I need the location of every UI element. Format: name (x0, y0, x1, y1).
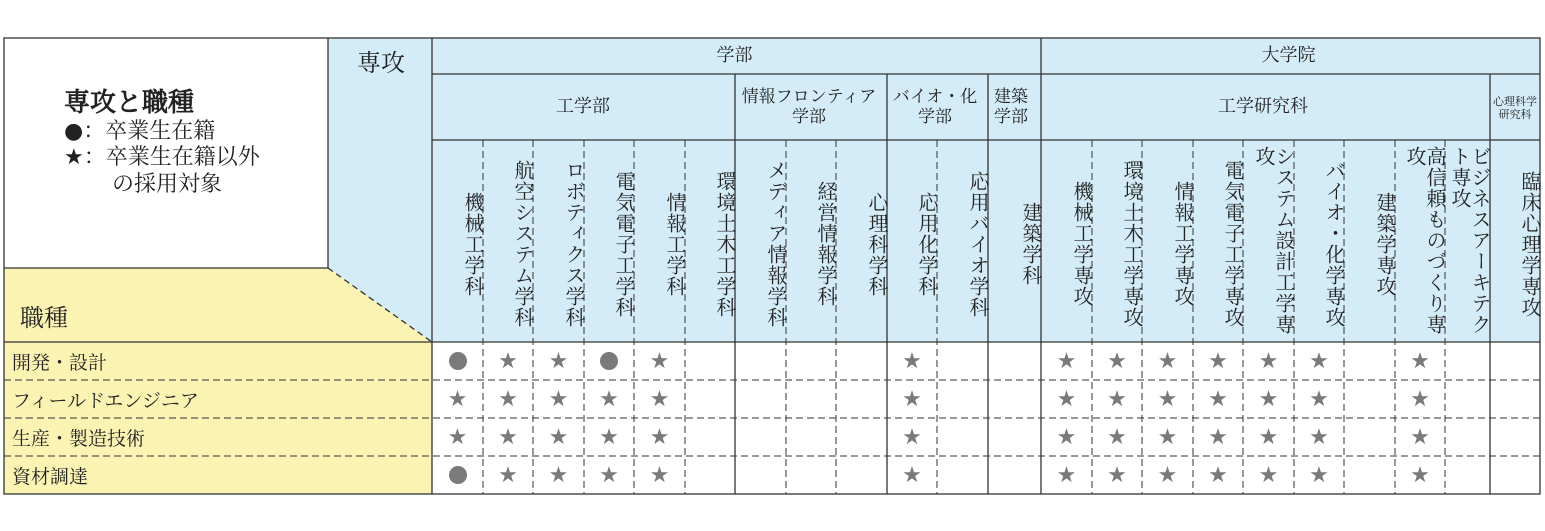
star-mark: ★ (1107, 424, 1127, 450)
star-mark: ★ (1208, 348, 1228, 374)
column-header: 応用化学科 (915, 191, 939, 297)
star-mark: ★ (1056, 462, 1077, 488)
star-mark: ★ (1056, 348, 1077, 374)
job-label: 職種 (20, 304, 68, 332)
star-mark: ★ (902, 462, 922, 488)
column-header: 経営情報学科 (814, 181, 838, 307)
star-mark: ★ (498, 348, 518, 374)
star-mark: ★ (1157, 348, 1178, 374)
legend-box (64, 82, 324, 232)
star-mark: ★ (1258, 348, 1279, 374)
group-grad: 大学院 (1261, 45, 1316, 67)
star-mark: ★ (1258, 424, 1279, 450)
column-header: 電気電子工学専攻 (1221, 160, 1245, 328)
star-mark: ★ (1309, 386, 1329, 412)
star-mark: ★ (1157, 424, 1178, 450)
circle-mark-dot (449, 466, 467, 484)
column-header: 心理科学科 (865, 191, 889, 297)
circle-mark (432, 456, 483, 494)
star-mark: ★ (548, 462, 569, 488)
star-mark: ★ (1157, 462, 1178, 488)
column-header: ビジネスアーキテクト専攻 (1448, 146, 1492, 335)
group-info-frontier: 情報フロンティア学部 (741, 86, 877, 127)
column-header: 機械工学専攻 (1070, 181, 1094, 307)
star-mark: ★ (599, 462, 619, 488)
star-mark: ★ (649, 386, 670, 412)
row-label: 生産・製造技術 (12, 427, 146, 450)
column-header: 建築学科 (1019, 202, 1043, 286)
column-header: メディア情報学科 (764, 160, 788, 328)
group-architecture: 建築学部 (994, 86, 1028, 127)
star-mark: ★ (902, 386, 922, 412)
column-header: 情報工学科 (663, 191, 687, 297)
star-mark: ★ (902, 348, 922, 374)
column-header: 応用バイオ学科 (966, 170, 990, 318)
group-undergrad: 学部 (716, 45, 753, 67)
star-mark: ★ (498, 386, 518, 412)
column-header: システム設計工学専攻 (1252, 146, 1296, 335)
star-mark: ★ (1309, 462, 1329, 488)
column-header: 環境土木工学科 (713, 170, 737, 318)
column-header: 建築学専攻 (1373, 191, 1397, 297)
star-mark: ★ (1410, 424, 1430, 450)
column-header: 環境土木工学専攻 (1120, 160, 1144, 328)
column-header: 電気電子工学科 (612, 170, 636, 318)
row-label: 開発・設計 (12, 351, 108, 374)
group-bio-chem: バイオ・化学部 (892, 86, 978, 127)
star-mark: ★ (1208, 386, 1228, 412)
star-mark: ★ (1157, 386, 1178, 412)
major-label: 専攻 (357, 48, 405, 77)
legend-circle: ●：卒業生在籍 (64, 119, 216, 144)
star-mark: ★ (1410, 462, 1430, 488)
star-mark: ★ (649, 462, 670, 488)
star-mark: ★ (599, 424, 619, 450)
star-mark: ★ (1309, 348, 1329, 374)
star-mark: ★ (1410, 348, 1430, 374)
star-mark: ★ (649, 348, 670, 374)
group-psych-grad-school: 心理科学研究科 (1493, 94, 1537, 121)
star-mark: ★ (1107, 348, 1127, 374)
star-mark: ★ (1107, 386, 1127, 412)
star-mark: ★ (1056, 386, 1077, 412)
star-mark: ★ (447, 424, 468, 450)
star-mark: ★ (902, 424, 922, 450)
star-mark: ★ (447, 386, 468, 412)
legend-star: ★：卒業生在籍以外 (64, 145, 260, 171)
star-mark: ★ (1208, 462, 1228, 488)
group-eng-grad-school: 工学研究科 (1218, 96, 1308, 118)
column-header: 高信頼ものづくり専攻 (1403, 146, 1447, 335)
circle-mark (432, 342, 483, 380)
star-mark: ★ (1107, 462, 1127, 488)
star-mark: ★ (1208, 424, 1228, 450)
table-title: 専攻と職種 (64, 88, 195, 118)
star-mark: ★ (548, 386, 569, 412)
star-mark: ★ (1309, 424, 1329, 450)
star-mark: ★ (1056, 424, 1077, 450)
star-mark: ★ (498, 424, 518, 450)
star-mark: ★ (548, 348, 569, 374)
column-header: ロボティクス学科 (562, 160, 586, 328)
star-mark: ★ (1258, 462, 1279, 488)
circle-mark-dot (449, 352, 467, 370)
circle-mark-dot (600, 352, 618, 370)
star-mark: ★ (498, 462, 518, 488)
column-header: 機械工学科 (461, 191, 485, 297)
circle-mark (584, 342, 634, 380)
column-header: バイオ・化学専攻 (1322, 160, 1346, 328)
star-mark: ★ (548, 424, 569, 450)
star-mark: ★ (649, 424, 670, 450)
group-eng-faculty: 工学部 (556, 96, 610, 118)
star-mark: ★ (1410, 386, 1430, 412)
column-header: 臨床心理学専攻 (1518, 170, 1542, 318)
row-label: フィールドエンジニア (12, 389, 199, 412)
star-mark: ★ (599, 386, 619, 412)
row-label: 資材調達 (12, 465, 89, 488)
column-header: 航空システム学科 (511, 160, 535, 328)
legend-star-continued: の採用対象 (112, 171, 223, 197)
column-header: 情報工学専攻 (1171, 181, 1195, 307)
star-mark: ★ (1258, 386, 1279, 412)
